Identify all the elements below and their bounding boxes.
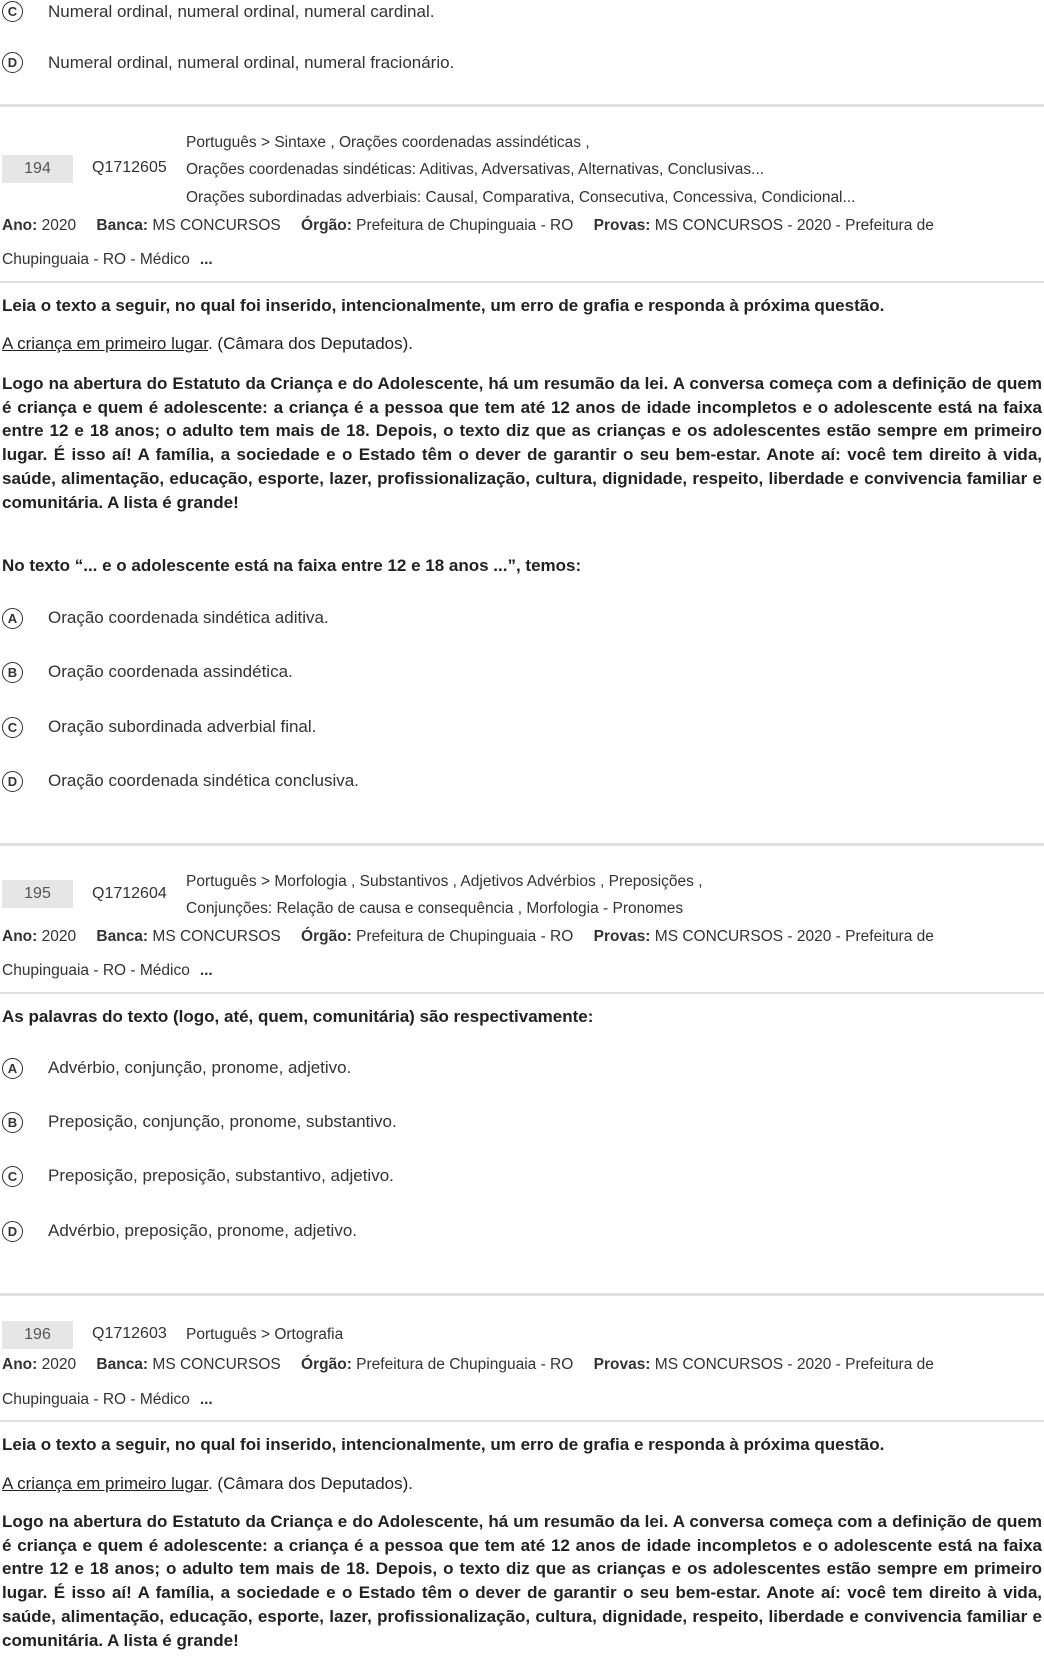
subject-line[interactable]: Português > Morfologia , Substantivos , Adjetivos Advérbios , Preposições ,: [186, 873, 703, 890]
ano-value: 2020: [41, 217, 77, 234]
question-text: No texto “... e o adolescente está na faixa entre 12 e 18 anos ...”, temos:: [2, 556, 582, 575]
orgao-value[interactable]: Prefeitura de Chupinguaia - RO: [356, 928, 574, 945]
option-letter-d: D: [2, 1221, 23, 1242]
provas-label: Provas:: [593, 928, 651, 945]
meta-divider: [0, 1420, 1044, 1422]
banca-value[interactable]: MS CONCURSOS: [152, 1356, 281, 1373]
banca-label: Banca:: [96, 1356, 149, 1373]
question-id-link[interactable]: Q1712604: [92, 885, 167, 902]
orgao-value[interactable]: Prefeitura de Chupinguaia - RO: [356, 1356, 574, 1373]
provas-continuation: [2, 1391, 213, 1409]
provas-value-continued[interactable]: Chupinguaia - RO - Médico: [2, 962, 190, 979]
option-a-text: Oração coordenada sindética aditiva.: [48, 608, 329, 627]
option-letter-d: D: [2, 52, 23, 73]
option-b-text: Preposição, conjunção, pronome, substantivo.: [48, 1112, 397, 1131]
question-meta: [2, 1356, 934, 1374]
option-letter-c: C: [2, 1166, 23, 1187]
question-id-link[interactable]: Q1712603: [92, 1325, 167, 1342]
provas-value-continued[interactable]: Chupinguaia - RO - Médico: [2, 1391, 190, 1408]
provas-continuation: [2, 251, 213, 269]
provas-label: Provas:: [593, 1356, 651, 1373]
ano-value: 2020: [41, 1356, 77, 1373]
option-a[interactable]: [0, 608, 23, 629]
banca-value[interactable]: MS CONCURSOS: [152, 928, 281, 945]
text-paragraph: Logo na abertura do Estatuto da Criança e do Adolescente, há um resumão da lei. A conversa começa com a definição de quem é criança e quem é adolescente: a criança é a pessoa que tem até 12 anos de idade incompletos e o adolescente está na faixa entre 12 e 18 anos; o adulto tem mais de 18. Depois, o texto diz que as crianças e os adolescentes estão sempre em primeiro lugar. É isso aí! A família, a sociedade e o Estado têm o dever de garantir o seu bem-estar. Anote aí: você tem direito à vida, saúde, alimentação, educação, esporte, lazer, profissionalização, cultura, dignidade, respeito, liberdade e convivencia familiar e comunitária. A lista é grande!: [2, 374, 1042, 512]
option-d[interactable]: [0, 771, 23, 792]
provas-value-continued[interactable]: Chupinguaia - RO - Médico: [2, 251, 190, 268]
option-b[interactable]: [0, 662, 23, 683]
question-meta: [2, 217, 934, 235]
option-a[interactable]: [0, 1058, 23, 1079]
option-letter-b: B: [2, 1112, 23, 1133]
source-rest: . (Câmara dos Deputados).: [207, 1474, 414, 1493]
source-rest: . (Câmara dos Deputados).: [207, 334, 414, 353]
source-title: A criança em primeiro lugar: [2, 1474, 208, 1493]
question-meta: [2, 928, 934, 946]
orgao-label: Órgão:: [301, 928, 352, 945]
option-letter-a: A: [2, 1058, 23, 1079]
orgao-label: Órgão:: [301, 217, 352, 234]
more-icon[interactable]: ...: [199, 1391, 213, 1408]
option-letter-a: A: [2, 608, 23, 629]
question-divider: [0, 1293, 1044, 1296]
subject-line[interactable]: Português > Sintaxe , Orações coordenadas assindéticas ,: [186, 134, 590, 151]
text-intro: Leia o texto a seguir, no qual foi inserido, intencionalmente, um erro de grafia e responda à próxima questão.: [2, 296, 885, 315]
subject-line[interactable]: Conjunções: Relação de causa e consequência , Morfologia - Pronomes: [186, 900, 684, 917]
provas-label: Provas:: [593, 217, 651, 234]
question-number: 194: [2, 155, 73, 183]
banca-label: Banca:: [96, 928, 149, 945]
more-icon[interactable]: ...: [199, 962, 213, 979]
option-letter-c: C: [2, 717, 23, 738]
question-number: 195: [2, 880, 73, 908]
orgao-value[interactable]: Prefeitura de Chupinguaia - RO: [356, 217, 574, 234]
option-b[interactable]: [0, 1112, 23, 1133]
prev-option-d-text: Numeral ordinal, numeral ordinal, numeral fracionário.: [48, 53, 455, 72]
source-title: A criança em primeiro lugar: [2, 334, 208, 353]
text-intro: Leia o texto a seguir, no qual foi inserido, intencionalmente, um erro de grafia e responda à próxima questão.: [2, 1435, 885, 1454]
option-c[interactable]: [0, 717, 23, 738]
option-d-text: Advérbio, preposição, pronome, adjetivo.: [48, 1221, 358, 1240]
text-source: [2, 334, 413, 354]
text-source: [2, 1474, 413, 1494]
orgao-label: Órgão:: [301, 1356, 352, 1373]
prev-option-d[interactable]: [0, 52, 23, 73]
banca-value[interactable]: MS CONCURSOS: [152, 217, 281, 234]
banca-label: Banca:: [96, 217, 149, 234]
question-number: 196: [2, 1321, 73, 1349]
prev-option-c[interactable]: [0, 1, 23, 22]
provas-value[interactable]: MS CONCURSOS - 2020 - Prefeitura de: [654, 217, 934, 234]
ano-label: Ano:: [2, 1356, 38, 1373]
subject-line[interactable]: Orações coordenadas sindéticas: Aditivas, Adversativas, Alternativas, Conclusivas...: [186, 161, 765, 178]
meta-divider: [0, 281, 1044, 283]
question-divider: [0, 843, 1044, 846]
provas-value[interactable]: MS CONCURSOS - 2020 - Prefeitura de: [654, 928, 934, 945]
option-d-text: Oração coordenada sindética conclusiva.: [48, 771, 359, 790]
option-letter-d: D: [2, 771, 23, 792]
option-letter-b: B: [2, 662, 23, 683]
ano-label: Ano:: [2, 217, 38, 234]
subject-line[interactable]: Português > Ortografia: [186, 1326, 344, 1343]
option-a-text: Advérbio, conjunção, pronome, adjetivo.: [48, 1058, 352, 1077]
option-c-text: Oração subordinada adverbial final.: [48, 717, 317, 736]
ano-label: Ano:: [2, 928, 38, 945]
provas-value[interactable]: MS CONCURSOS - 2020 - Prefeitura de: [654, 1356, 934, 1373]
question-id-link[interactable]: Q1712605: [92, 159, 167, 176]
text-paragraph: Logo na abertura do Estatuto da Criança e do Adolescente, há um resumão da lei. A conversa começa com a definição de quem é criança e quem é adolescente: a criança é a pessoa que tem até 12 anos de idade incompletos e o adolescente está na faixa entre 12 e 18 anos; o adulto tem mais de 18. Depois, o texto diz que as crianças e os adolescentes estão sempre em primeiro lugar. É isso aí! A família, a sociedade e o Estado têm o dever de garantir o seu bem-estar. Anote aí: você tem direito à vida, saúde, alimentação, educação, esporte, lazer, profissionalização, cultura, dignidade, respeito, liberdade e convivencia familiar e comunitária. A lista é grande!: [2, 1512, 1042, 1650]
prev-option-c-text: Numeral ordinal, numeral ordinal, numeral cardinal.: [48, 2, 435, 21]
option-d[interactable]: [0, 1221, 23, 1242]
subject-line[interactable]: Orações subordinadas adverbiais: Causal, Comparativa, Consecutiva, Concessiva, Condicional...: [186, 189, 856, 206]
option-c[interactable]: [0, 1166, 23, 1187]
provas-continuation: [2, 962, 213, 980]
option-letter-c: C: [2, 1, 23, 22]
question-divider: [0, 104, 1044, 107]
option-c-text: Preposição, preposição, substantivo, adjetivo.: [48, 1166, 394, 1185]
more-icon[interactable]: ...: [199, 251, 213, 268]
option-b-text: Oração coordenada assindética.: [48, 662, 293, 681]
question-text: As palavras do texto (logo, até, quem, comunitária) são respectivamente:: [2, 1007, 594, 1026]
ano-value: 2020: [41, 928, 77, 945]
meta-divider: [0, 992, 1044, 994]
